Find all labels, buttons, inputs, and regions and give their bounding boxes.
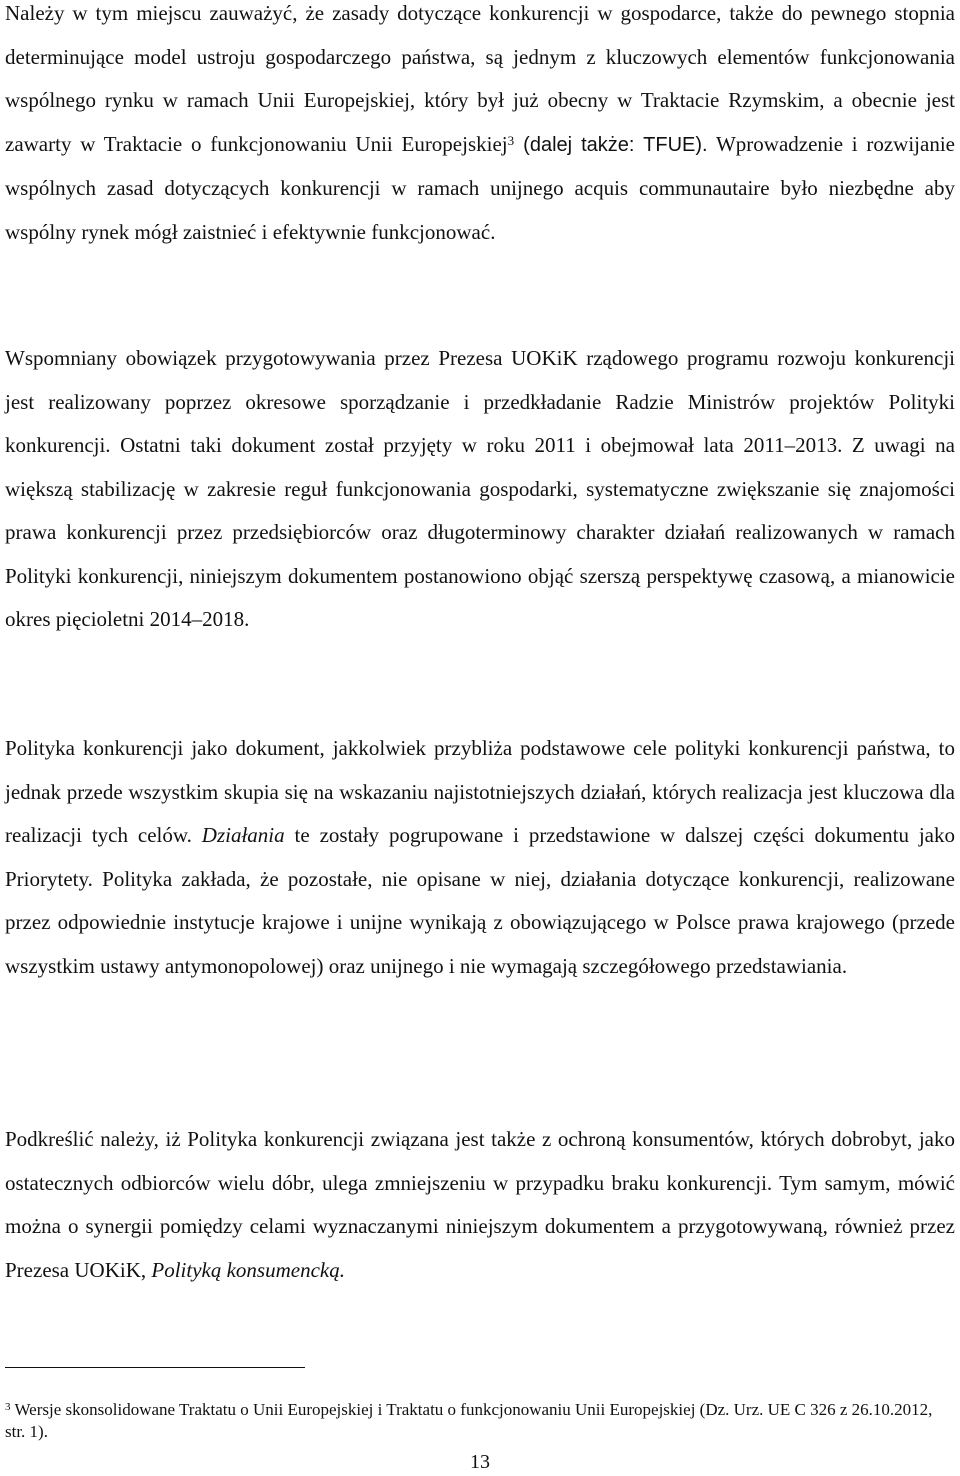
paragraph-3-continuation: te zostały pogrupowane i przedstawione w dalszej części dokumentu jako Priorytety. Polityka zakłada, że pozostałe, nie opisane w niej, działania dotyczące konkurencji, realizowane przez odpowiednie instytucje krajowe i unijne wynikają z obowiązującego w Polsce prawa krajowego (przede wszystkim ustawy antymonopolowej) oraz unijnego i nie wymagają szczegółowego przedstawiania. [5,823,955,978]
footnote-text: Wersje skonsolidowane Traktatu o Unii Europejskiej i Traktatu o funkcjonowaniu Unii Europejskiej (Dz. Urz. UE C 326 z 26.10.2012, str. 1). [5,1400,933,1441]
paragraph-3 [5,727,955,988]
paragraph-3-text: Polityka konkurencji jako dokument, jakkolwiek przybliża podstawowe cele polityki konkurencji państwa, to jednak przede wszystkim skupia się na wskazaniu najistotniejszych działań, których realizacja jest kluczowa dla realizacji tych celów. [5,736,955,847]
paragraph-1-continuation: Wprowadzenie i rozwijanie wspólnych zasad dotyczących konkurencji w ramach unijnego acquis communautaire było niezbędne aby wspólny rynek mógł zaistnieć i efektywnie funkcjonować. [5,131,955,244]
footnote-mark: 3 [5,1401,11,1413]
paragraph-3-italic: Działania [201,823,285,847]
paragraph-4-italic: Polityką konsumencką. [151,1257,345,1282]
paragraph-4 [5,1118,955,1292]
paragraph-1 [5,0,955,254]
footnote [5,1399,955,1443]
footnote-reference[interactable]: 3 [507,132,515,148]
footnote-separator [5,1367,305,1368]
paragraph-1-tfue: (dalej także: TFUE). [514,133,708,156]
page-number: 13 [470,1451,490,1473]
paragraph-2: Wspomniany obowiązek przygotowywania przez Prezesa UOKiK rządowego programu rozwoju konkurencji jest realizowany poprzez okresowe sporządzanie i przedkładanie Radzie Ministrów projektów Polityki konkurencji. Ostatni taki dokument został przyjęty w roku 2011 i obejmował lata 2011–2013. Z uwagi na większą stabilizację w zakresie reguł funkcjonowania gospodarki, systematyczne zwiększanie się znajomości prawa konkurencji przez przedsiębiorców oraz długoterminowy charakter działań realizowanych w ramach Polityki konkurencji, niniejszym dokumentem postanowiono objąć szerszą perspektywę czasową, a mianowicie okres pięcioletni 2014–2018. [5,346,955,631]
paragraph-1-text: Należy w tym miejscu zauważyć, że zasady dotyczące konkurencji w gospodarce, także do pewnego stopnia determinujące model ustroju gospodarczego państwa, są jednym z kluczowych elementów funkcjonowania wspólnego rynku w ramach Unii Europejskiej, który był już obecny w Traktacie Rzymskim, a obecnie jest zawarty w Traktacie o funkcjonowaniu Unii Europejskiej [5,1,955,156]
paragraph-4-text: Podkreślić należy, iż Polityka konkurencji związana jest także z ochroną konsumentów, których dobrobyt, jako ostatecznych odbiorców wielu dóbr, ulega zmniejszeniu w przypadku braku konkurencji. Tym samym, mówić można o synergii pomiędzy celami wyznaczanymi niniejszym dokumentem a przygotowywaną, również przez Prezesa UOKiK, [5,1127,955,1282]
